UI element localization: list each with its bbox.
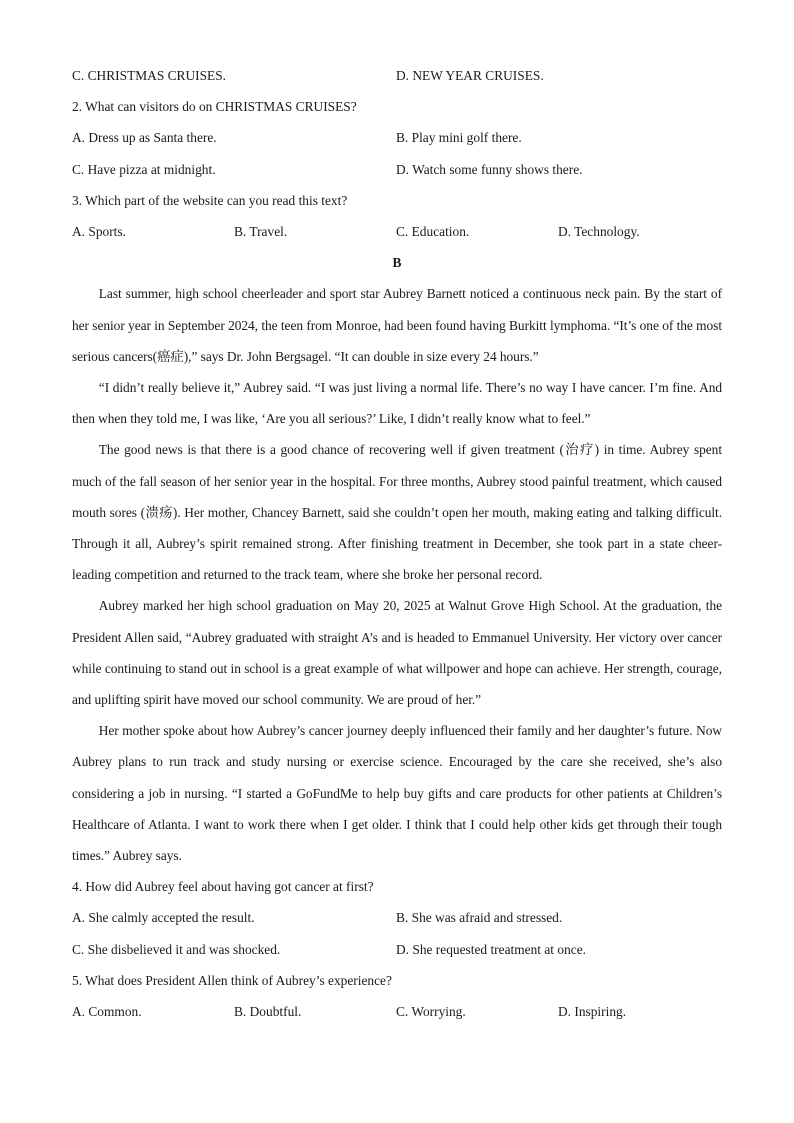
q4-option-b: B. She was afraid and stressed.	[396, 910, 563, 926]
q5-option-c: C. Worrying.	[396, 1003, 466, 1019]
q2-option-c: C. Have pizza at midnight.	[72, 161, 216, 177]
q2-stem: 2. What can visitors do on CHRISTMAS CRUISES?	[72, 99, 357, 115]
passage-paragraph-2: “I didn’t really believe it,” Aubrey said. “I was just living a normal life. There’s no way I have cancer. I’m fine. And then when they told me, I was like, ‘Are you all serious?’ Like, I didn’t really know what to feel.”	[72, 379, 722, 427]
q3-option-a: A. Sports.	[72, 223, 126, 239]
q2-option-a: A. Dress up as Santa there.	[72, 130, 217, 146]
q2-option-d: D. Watch some funny shows there.	[396, 161, 583, 177]
q1-options-row	[72, 60, 722, 91]
section-title: B	[392, 255, 402, 271]
q3-options-row	[72, 216, 722, 247]
q3-option-d: D. Technology.	[558, 223, 640, 239]
passage-paragraph-4: Aubrey marked her high school graduation on May 20, 2025 at Walnut Grove High School. At the graduation, the President Allen said, “Aubrey graduated with straight A’s and is headed to Emmanuel University. Her victory over cancer while continuing to stand out in school is a great example of what willpower and hope can achieve. Her strength, courage, and uplifting spirit have moved our school community. We are proud of her.”	[72, 598, 722, 707]
q4-option-a: A. She calmly accepted the result.	[72, 910, 255, 926]
q5-stem: 5. What does President Allen think of Aubrey’s experience?	[72, 972, 392, 988]
q4-option-d: D. She requested treatment at once.	[396, 941, 586, 957]
q1-option-c: C. CHRISTMAS CRUISES.	[72, 68, 227, 83]
q1-option-d: D. NEW YEAR CRUISES.	[396, 68, 544, 83]
q5-option-b: B. Doubtful.	[234, 1003, 302, 1019]
q4-options-row-1	[72, 902, 722, 933]
q3-option-b: B. Travel.	[234, 223, 288, 239]
passage-paragraph-1: Last summer, high school cheerleader and sport star Aubrey Barnett noticed a continuous neck pain. By the start of her senior year in September 2024, the teen from Monroe, had been found having Burkitt lymphoma. “It’s one of the most serious cancers(癌症),” says Dr. John Bergsagel. “It can double in size every 24 hours.”	[72, 286, 722, 364]
q2-options-row-2	[72, 154, 722, 185]
passage-paragraph-5: Her mother spoke about how Aubrey’s cancer journey deeply influenced their family and her daughter’s future. Now Aubrey plans to run track and study nursing or exercise science. Encouraged by the care she received, she’s also considering a job in nursing. “I started a GoFundMe to help buy gifts and care products for other patients at Children’s Healthcare of Atlanta. I want to work there when I get older. I think that I could help other kids get through their tough times.” Aubrey says.	[72, 723, 722, 863]
q3-option-c: C. Education.	[396, 223, 470, 239]
q5-option-d: D. Inspiring.	[558, 1003, 627, 1019]
document-page	[72, 60, 722, 1027]
q2-option-b: B. Play mini golf there.	[396, 130, 522, 146]
q3-stem: 3. Which part of the website can you read this text?	[72, 192, 348, 208]
q4-options-row-2	[72, 934, 722, 965]
q2-options-row-1	[72, 122, 722, 153]
q5-options-row	[72, 996, 722, 1027]
q4-option-c: C. She disbelieved it and was shocked.	[72, 941, 281, 957]
q4-stem: 4. How did Aubrey feel about having got cancer at first?	[72, 879, 374, 895]
q5-option-a: A. Common.	[72, 1003, 142, 1019]
passage-paragraph-3: The good news is that there is a good chance of recovering well if given treatment (治疗) in time. Aubrey spent much of the fall season of her senior year in the hospital. For three months, Aubrey stood painful treatment, which caused mouth sores (溃疡). Her mother, Chancey Barnett, said she couldn’t open her mouth, making eating and talking difficult. Through it all, Aubrey’s spirit remained strong. After finishing treatment in December, she took part in a state cheer-leading competition and returned to the track team, where she broke her personal record.	[72, 442, 722, 583]
